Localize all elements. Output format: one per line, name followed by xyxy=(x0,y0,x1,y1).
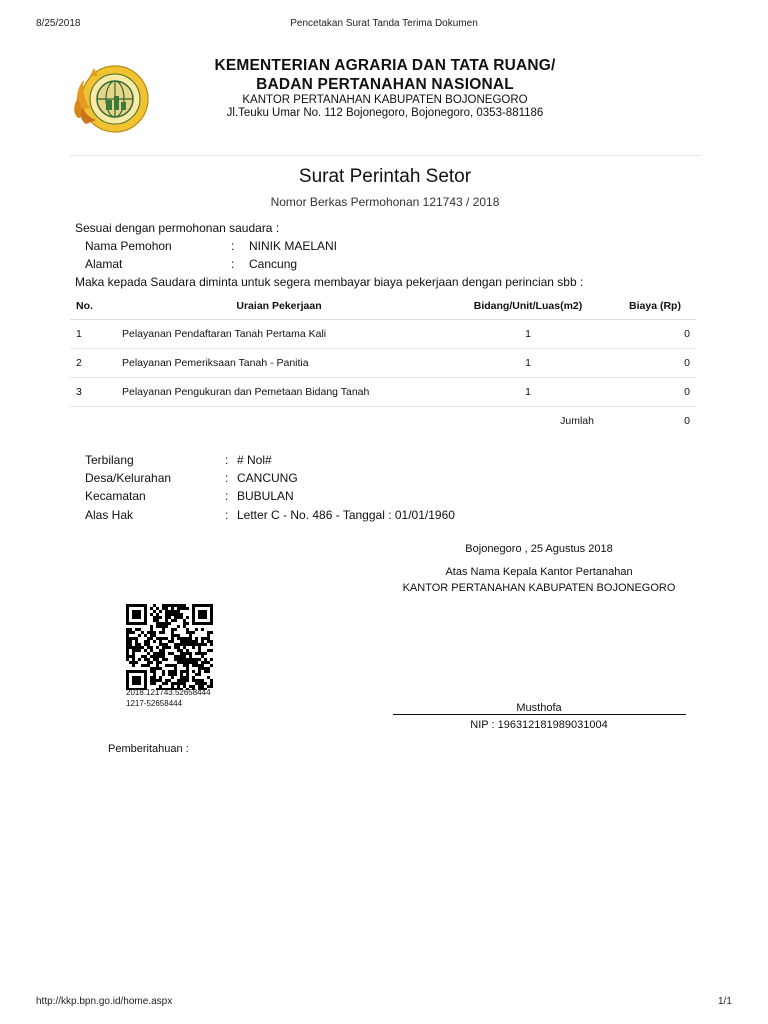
row-unit: 1 xyxy=(442,320,614,349)
row-description: Pelayanan Pemeriksaan Tanah - Panitia xyxy=(116,349,442,378)
row-no: 1 xyxy=(70,320,116,349)
row-cost: 0 xyxy=(614,320,696,349)
signature-line xyxy=(393,714,686,715)
qr-code-text-1: 2018.121743.52658444 xyxy=(126,688,211,697)
column-header-no: No. xyxy=(70,292,116,320)
table-total-row xyxy=(70,407,696,436)
bpn-logo-icon xyxy=(70,58,156,144)
applicant-name-value: NINIK MAELANI xyxy=(249,239,338,253)
table-header-row xyxy=(70,292,696,320)
applicant-name-label: Nama Pemohon xyxy=(85,239,172,253)
print-page-number: 1/1 xyxy=(718,996,732,1007)
detail-label-terbilang: Terbilang xyxy=(85,453,134,467)
detail-label-alas-hak: Alas Hak xyxy=(85,508,134,522)
detail-value-alas-hak: Letter C - No. 486 - Tanggal : 01/01/1960 xyxy=(237,508,455,522)
intro-text: Sesuai dengan permohonan saudara : xyxy=(75,221,280,235)
place-date: Bojonegoro , 25 Agustus 2018 xyxy=(465,543,613,555)
total-label: Jumlah xyxy=(560,415,594,427)
column-header-description: Uraian Pekerjaan xyxy=(116,292,442,320)
row-description: Pelayanan Pengukuran dan Pemetaan Bidang Tanah xyxy=(116,378,442,407)
detail-value-terbilang: # Nol# xyxy=(237,453,272,467)
column-header-cost: Biaya (Rp) xyxy=(614,292,696,320)
colon: : xyxy=(231,239,235,253)
detail-value-desa: CANCUNG xyxy=(237,471,298,485)
row-cost: 0 xyxy=(614,349,696,378)
detail-value-kecamatan: BUBULAN xyxy=(237,489,294,503)
print-page-title: Pencetakan Surat Tanda Terima Dokumen xyxy=(290,18,478,29)
row-no: 3 xyxy=(70,378,116,407)
row-description: Pelayanan Pendaftaran Tanah Pertama Kali xyxy=(116,320,442,349)
colon: : xyxy=(225,508,229,522)
on-behalf-text: Atas Nama Kepala Kantor Pertanahan xyxy=(445,566,633,578)
fee-table xyxy=(70,292,696,435)
signer-nip: NIP : 196312181989031004 xyxy=(470,719,608,731)
colon: : xyxy=(225,453,229,467)
document-title: Surat Perintah Setor xyxy=(298,166,472,187)
table-row xyxy=(70,320,696,349)
qr-code-text-2: 1217-52658444 xyxy=(126,699,183,708)
qr-code-icon xyxy=(126,604,216,690)
colon: : xyxy=(231,257,235,271)
org-name-line2: BADAN PERTANAHAN NASIONAL xyxy=(256,76,514,93)
print-date: 8/25/2018 xyxy=(36,18,81,29)
row-no: 2 xyxy=(70,349,116,378)
row-unit: 1 xyxy=(442,378,614,407)
applicant-address-value: Cancung xyxy=(249,257,298,271)
total-value: 0 xyxy=(684,415,690,427)
header-divider xyxy=(70,155,700,156)
org-name-line1: KEMENTERIAN AGRARIA DAN TATA RUANG/ xyxy=(214,57,556,74)
office-name: KANTOR PERTANAHAN KABUPATEN BOJONEGORO xyxy=(242,94,528,106)
table-row xyxy=(70,349,696,378)
row-cost: 0 xyxy=(614,378,696,407)
colon: : xyxy=(225,471,229,485)
office-address: Jl.Teuku Umar No. 112 Bojonegoro, Bojonegoro, 0353-881186 xyxy=(226,107,544,119)
row-unit: 1 xyxy=(442,349,614,378)
signing-office: KANTOR PERTANAHAN KABUPATEN BOJONEGORO xyxy=(402,582,676,594)
table-row xyxy=(70,378,696,407)
detail-label-desa: Desa/Kelurahan xyxy=(85,471,172,485)
instruction-text: Maka kepada Saudara diminta untuk segera membayar biaya pekerjaan dengan perincian sbb : xyxy=(75,275,584,289)
notice-label: Pemberitahuan : xyxy=(108,743,189,755)
detail-label-kecamatan: Kecamatan xyxy=(85,489,146,503)
column-header-unit: Bidang/Unit/Luas(m2) xyxy=(442,292,614,320)
print-url: http://kkp.bpn.go.id/home.aspx xyxy=(36,996,173,1007)
colon: : xyxy=(225,489,229,503)
document-number: Nomor Berkas Permohonan 121743 / 2018 xyxy=(270,195,500,209)
signer-name: Musthofa xyxy=(516,702,562,714)
applicant-address-label: Alamat xyxy=(85,257,123,271)
